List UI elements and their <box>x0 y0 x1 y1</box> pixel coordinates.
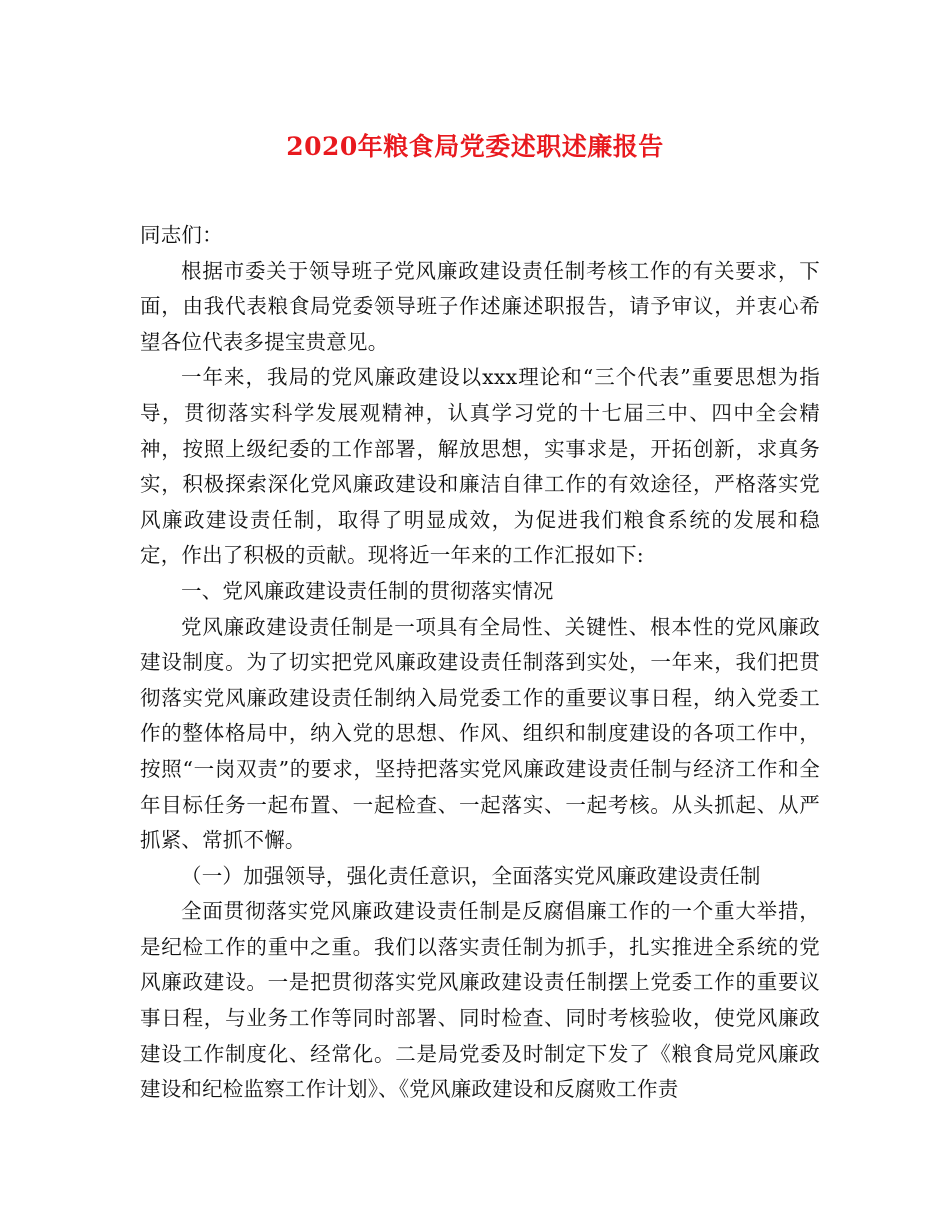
salutation: 同志们： <box>140 223 223 247</box>
document-title: 2020年粮食局党委述职述廉报告 <box>286 132 664 161</box>
paragraph-subsection-1: 全面贯彻落实党风廉政建设责任制是反腐倡廉工作的一个重大举措，是纪检工作的重中之重。我们以落实责任制为抓手，扎实推进全系统的党风廉政建设。一是把贯彻落实党风廉政建设责任制摆上党委工作的重要议事日程，与业务工作等同时部署、同时检查、同时考核验收，使党风廉政建设工作制度化、经常化。二是局党委及时制定下发了《粮食局党风廉政建设和纪检监察工作计划》、《党风廉政建设和反腐败工作责 <box>140 899 820 1102</box>
document-body <box>140 218 820 1108</box>
subsection-heading-1: （一）加强领导，强化责任意识，全面落实党风廉政建设责任制 <box>181 863 761 888</box>
paragraph-overview: 一年来，我局的党风廉政建设以xxx理论和“三个代表”重要思想为指导，贯彻落实科学发展观精神，认真学习党的十七届三中、四中全会精神，按照上级纪委的工作部署，解放思想，实事求是，开拓创新，求真务实，积极探索深化党风廉政建设和廉洁自律工作的有效途径，严格落实党风廉政建设责任制，取得了明显成效，为促进我们粮食系统的发展和稳定，作出了积极的贡献。现将近一年来的工作汇报如下: <box>140 365 820 568</box>
paragraph-section-1: 党风廉政建设责任制是一项具有全局性、关键性、根本性的党风廉政建设制度。为了切实把党风廉政建设责任制落到实处，一年来，我们把贯彻落实党风廉政建设责任制纳入局党委工作的重要议事日程，纳入党委工作的整体格局中，纳入党的思想、作风、组织和制度建设的各项工作中，按照“一岗双责”的要求，坚持把落实党风廉政建设责任制与经济工作和全年目标任务一起布置、一起检查、一起落实、一起考核。从头抓起、从严抓紧、常抓不懈。 <box>140 614 820 853</box>
section-heading-1: 一、党风廉政建设责任制的贯彻落实情况 <box>181 578 554 603</box>
paragraph-intro: 根据市委关于领导班子党风廉政建设责任制考核工作的有关要求，下面，由我代表粮食局党委领导班子作述廉述职报告，请予审议，并衷心希望各位代表多提宝贵意见。 <box>140 258 820 354</box>
